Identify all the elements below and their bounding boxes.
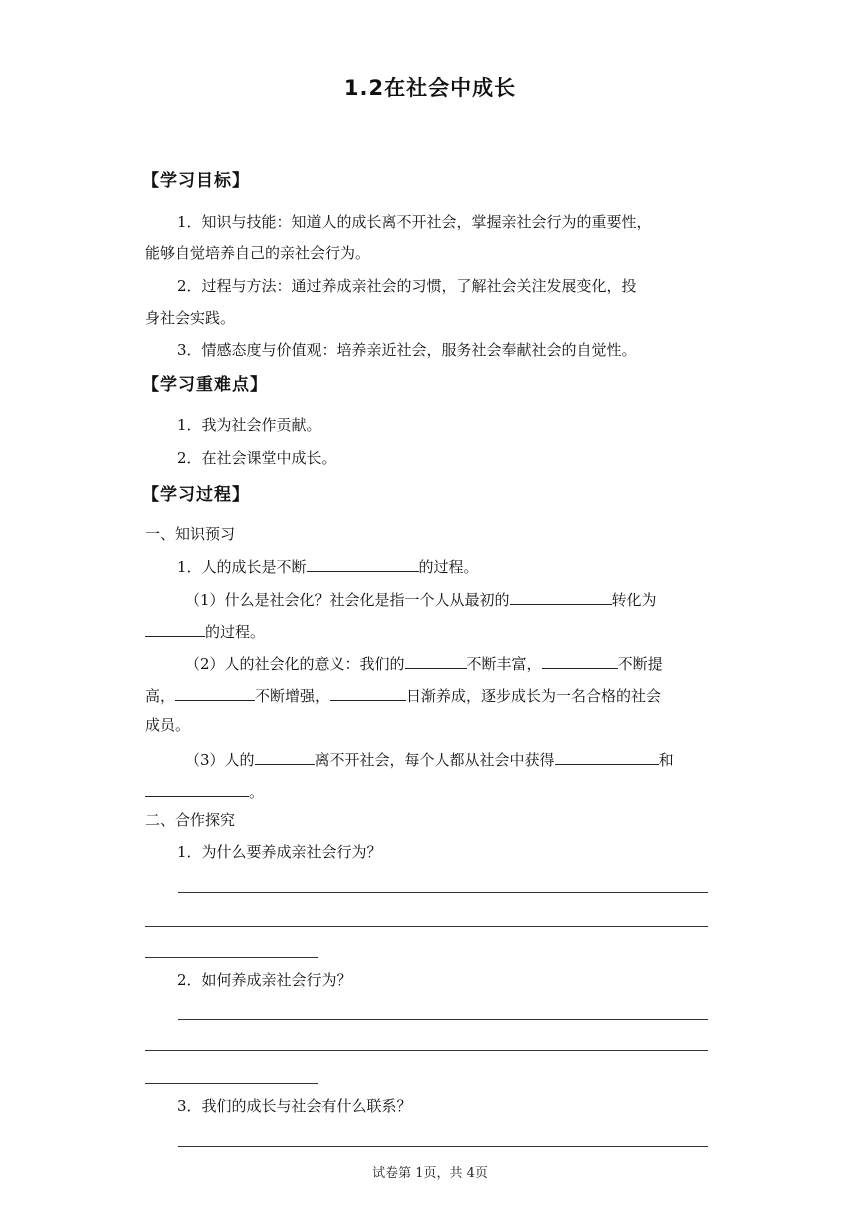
question-1-1-cont bbox=[145, 620, 265, 642]
question-1-3-text-b: 离不开社会，每个人都从社会中获得 bbox=[314, 751, 555, 769]
explore-question-2: 2．如何养成亲社会行为？ bbox=[177, 971, 352, 989]
objective-1-line-1: 1．知识与技能：知道人的成长离不开社会，掌握亲社会行为的重要性， bbox=[177, 213, 652, 231]
question-1-3-cont bbox=[145, 780, 264, 802]
answer-line[interactable] bbox=[178, 892, 708, 893]
question-1-2-text-f: 日渐养成，逐步成长为一名合格的社会 bbox=[406, 687, 662, 705]
explore-question-3: 3．我们的成长与社会有什么联系？ bbox=[177, 1097, 412, 1115]
key-point-1: 1．我为社会作贡献。 bbox=[177, 416, 322, 434]
objective-1-line-2: 能够自觉培养自己的亲社会行为。 bbox=[145, 244, 371, 262]
fill-blank[interactable] bbox=[542, 652, 618, 669]
answer-line[interactable] bbox=[178, 1019, 708, 1020]
fill-blank[interactable] bbox=[145, 780, 249, 797]
question-1-text-b: 的过程。 bbox=[418, 558, 479, 576]
question-1-1 bbox=[185, 588, 657, 610]
question-1-2-text-d: 高， bbox=[145, 687, 176, 705]
question-1 bbox=[177, 555, 479, 577]
fill-blank[interactable] bbox=[255, 748, 315, 765]
question-1-1-text-b: 转化为 bbox=[611, 591, 657, 609]
question-1-2-text-b: 不断丰富， bbox=[466, 655, 542, 673]
key-point-2: 2．在社会课堂中成长。 bbox=[177, 449, 337, 467]
question-1-1-text-c: 的过程。 bbox=[205, 623, 266, 641]
question-1-3 bbox=[185, 748, 674, 770]
fill-blank[interactable] bbox=[145, 620, 205, 637]
question-1-text-a: 1．人的成长是不断 bbox=[177, 558, 307, 576]
question-1-3-text-c: 和 bbox=[658, 751, 674, 769]
page-title: 1.2在社会中成长 bbox=[343, 76, 517, 100]
page-footer: 试卷第 1页，共 4页 bbox=[372, 1166, 488, 1181]
answer-line[interactable] bbox=[145, 1083, 318, 1084]
answer-line[interactable] bbox=[145, 1050, 708, 1051]
key-points-heading: 【学习重难点】 bbox=[142, 375, 268, 395]
answer-line[interactable] bbox=[145, 957, 318, 958]
question-1-2-cont bbox=[145, 684, 661, 706]
fill-blank[interactable] bbox=[555, 748, 659, 765]
objective-3: 3．情感态度与价值观：培养亲近社会，服务社会奉献社会的自觉性。 bbox=[177, 341, 637, 359]
section-preview-heading: 一、知识预习 bbox=[145, 525, 236, 543]
explore-question-1: 1．为什么要养成亲社会行为？ bbox=[177, 843, 382, 861]
answer-line[interactable] bbox=[145, 926, 708, 927]
question-1-2-text-e: 不断增强， bbox=[255, 687, 331, 705]
question-1-3-text-a: （3）人的 bbox=[185, 751, 255, 769]
fill-blank[interactable] bbox=[330, 684, 406, 701]
objective-2-line-1: 2．过程与方法：通过养成亲社会的习惯，了解社会关注发展变化，投 bbox=[177, 277, 637, 295]
fill-blank[interactable] bbox=[405, 652, 467, 669]
fill-blank[interactable] bbox=[307, 555, 419, 572]
question-1-2-text-c: 不断提 bbox=[617, 655, 663, 673]
process-heading: 【学习过程】 bbox=[142, 485, 250, 505]
answer-line[interactable] bbox=[178, 1146, 708, 1147]
objective-2-line-2: 身社会实践。 bbox=[145, 309, 236, 327]
question-1-3-text-d: 。 bbox=[249, 783, 265, 801]
question-1-1-text-a: （1）什么是社会化？社会化是指一个人从最初的 bbox=[185, 591, 510, 609]
fill-blank[interactable] bbox=[510, 588, 612, 605]
objectives-heading: 【学习目标】 bbox=[142, 171, 250, 191]
section-explore-heading: 二、合作探究 bbox=[145, 811, 236, 829]
fill-blank[interactable] bbox=[175, 684, 255, 701]
question-1-2 bbox=[185, 652, 663, 674]
question-1-2-end: 成员。 bbox=[145, 716, 191, 734]
question-1-2-text-a: （2）人的社会化的意义：我们的 bbox=[185, 655, 405, 673]
